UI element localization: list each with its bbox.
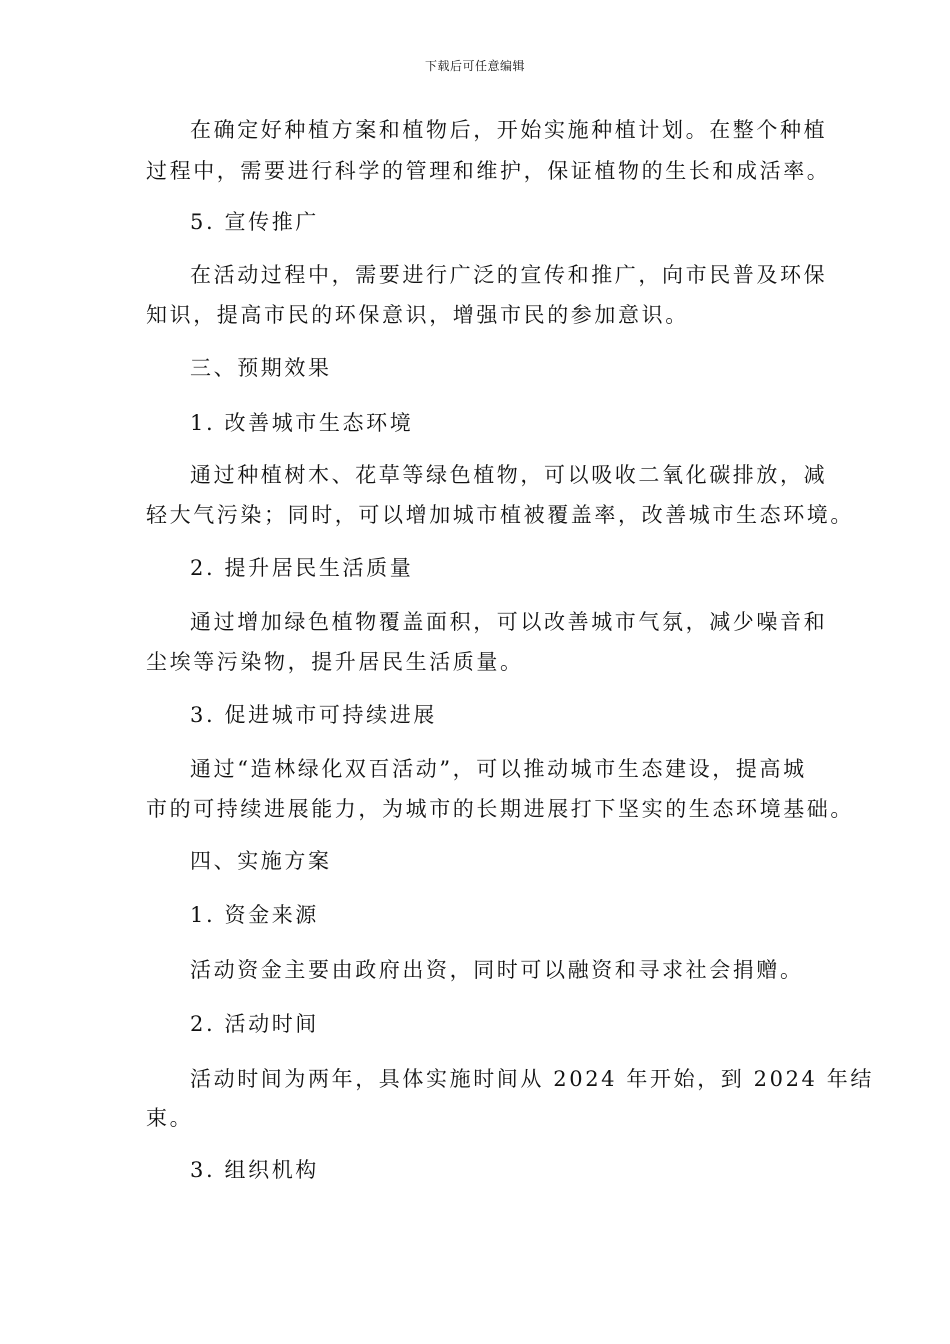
paragraph-line: 知识，提高市民的环保意识，增强市民的参加意识。 — [146, 303, 689, 327]
section-heading: 1. 资金来源 — [190, 903, 319, 927]
section-heading: 3. 促进城市可持续进展 — [190, 703, 437, 727]
section-heading: 三、预期效果 — [190, 356, 332, 380]
paragraph-line: 市的可持续进展能力，为城市的长期进展打下坚实的生态环境基础。 — [146, 797, 854, 821]
section-heading: 2. 活动时间 — [190, 1012, 319, 1036]
paragraph-line: 通过种植树木、花草等绿色植物，可以吸收二氧化碳排放，减 — [190, 463, 828, 487]
paragraph-line: 尘埃等污染物，提升居民生活质量。 — [146, 650, 524, 674]
paragraph-line: 活动时间为两年，具体实施时间从 2024 年开始，到 2024 年结 — [190, 1067, 874, 1091]
section-heading: 1. 改善城市生态环境 — [190, 411, 414, 435]
paragraph-line: 通过增加绿色植物覆盖面积，可以改善城市气氛，减少噪音和 — [190, 610, 828, 634]
paragraph-line: 在活动过程中，需要进行广泛的宣传和推广，向市民普及环保 — [190, 263, 828, 287]
paragraph-line: 在确定好种植方案和植物后，开始实施种植计划。在整个种植 — [190, 118, 828, 142]
section-heading: 5. 宣传推广 — [190, 210, 319, 234]
section-heading: 四、实施方案 — [190, 849, 332, 873]
page-header: 下载后可任意编辑 — [424, 59, 525, 73]
paragraph-line: 束。 — [146, 1106, 194, 1130]
paragraph-line: 活动资金主要由政府出资，同时可以融资和寻求社会捐赠。 — [190, 958, 804, 982]
paragraph-line: 通过“造林绿化双百活动”，可以推动城市生态建设，提高城 — [190, 757, 807, 781]
section-heading: 2. 提升居民生活质量 — [190, 556, 414, 580]
section-heading: 3. 组织机构 — [190, 1158, 319, 1182]
paragraph-line: 轻大气污染；同时，可以增加城市植被覆盖率，改善城市生态环境。 — [146, 503, 854, 527]
paragraph-line: 过程中，需要进行科学的管理和维护，保证植物的生长和成活率。 — [146, 159, 831, 183]
